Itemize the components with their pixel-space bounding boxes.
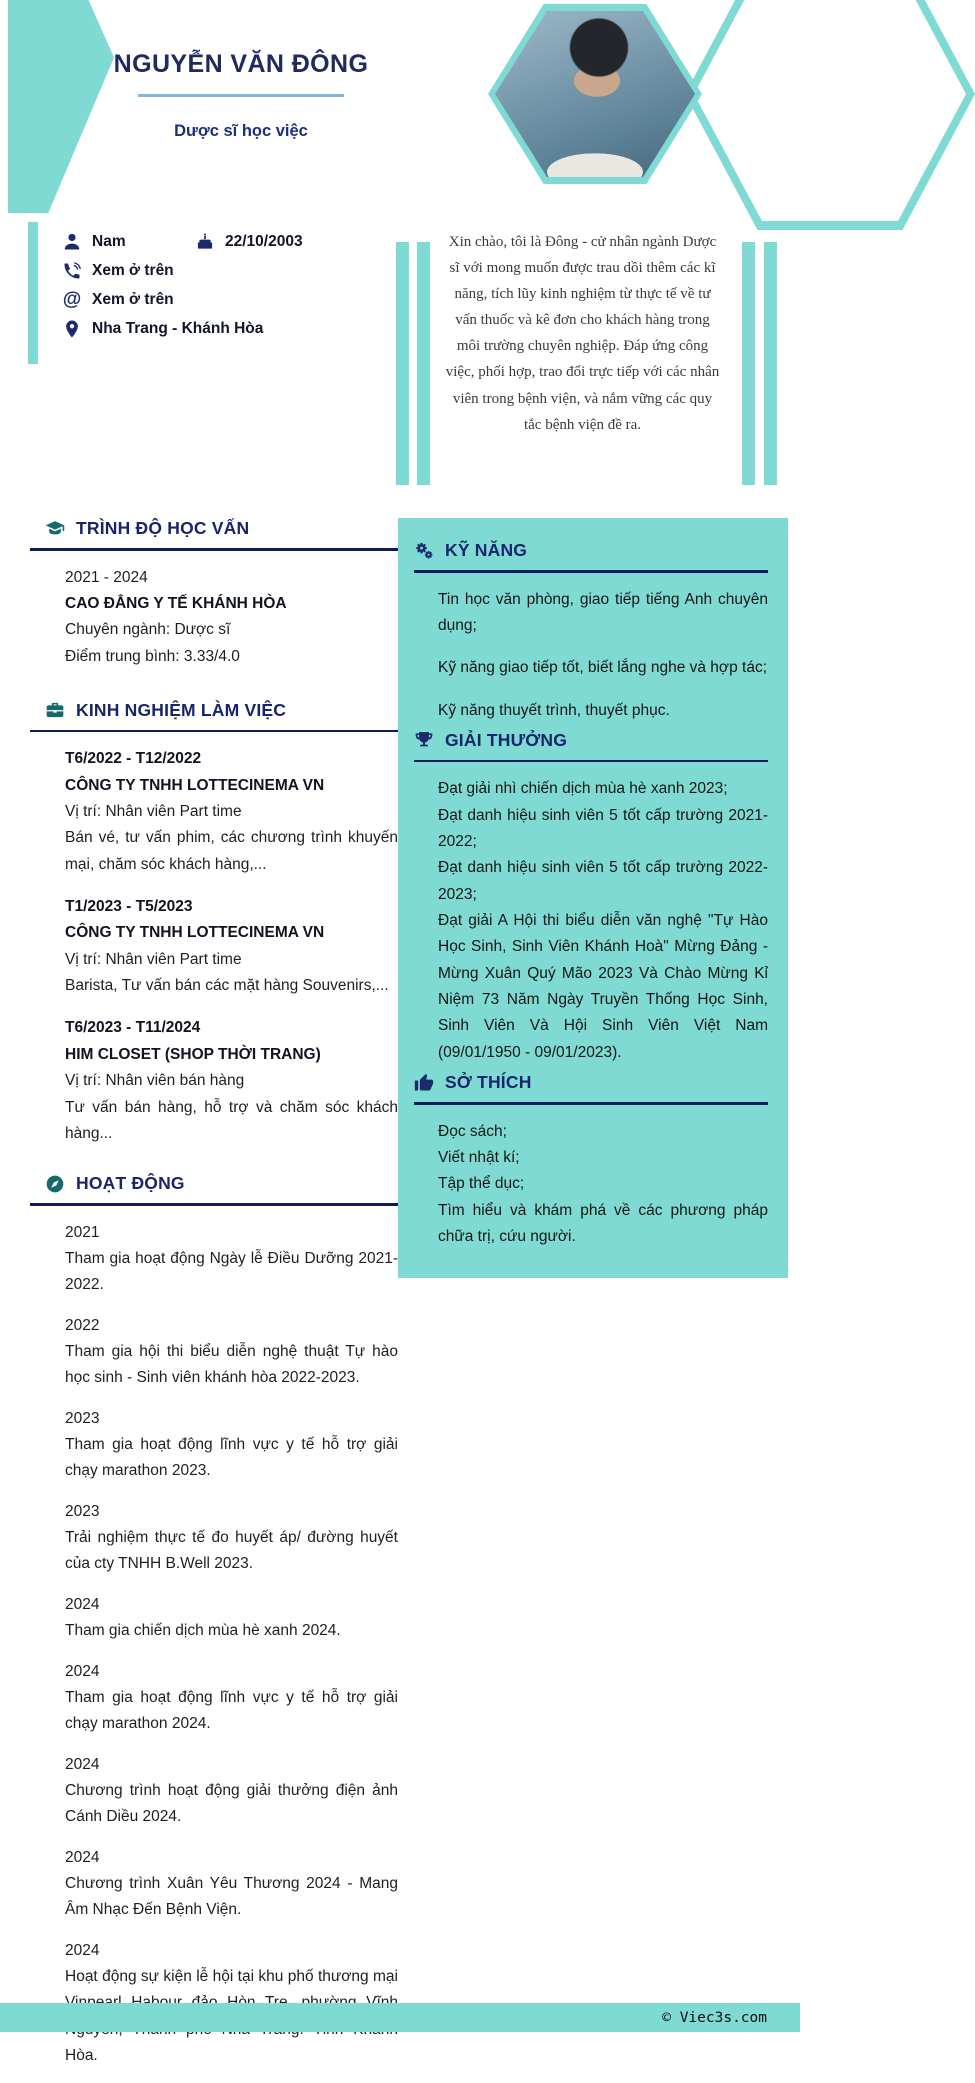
- quote-bar: [764, 242, 777, 485]
- education-school: CAO ĐẲNG Y TẾ KHÁNH HÒA: [65, 594, 287, 612]
- candidate-name: NGUYỄN VĂN ĐÔNG: [113, 50, 369, 78]
- address-item: [62, 319, 263, 339]
- experience-section-header: [45, 700, 398, 721]
- footer-credit: © Viec3s.com: [662, 2009, 767, 2026]
- education-major: Chuyên ngành: Dược sĩ: [65, 621, 231, 639]
- section-rule: [414, 1102, 768, 1105]
- hobbies-section-header: [414, 1072, 768, 1093]
- education-section-header: [45, 518, 398, 539]
- hobby-item: Đọc sách;: [438, 1122, 507, 1140]
- email-item: [62, 290, 174, 310]
- job-position: Vị trí: Nhân viên Part time: [65, 803, 242, 821]
- person-icon: [62, 232, 82, 252]
- activity-year: 2022: [65, 1316, 100, 1334]
- activity-description: Hoạt động sự kiện lễ hội tại khu phố thương mại Hòa.: [65, 1967, 398, 2064]
- education-entry: [65, 565, 398, 670]
- skill-item: Kỹ năng thuyết trình, thuyết phục.: [438, 701, 670, 719]
- activity-year: 2024: [65, 1595, 100, 1613]
- activity-description: Chương trình hoạt động giải thưởng điện ảnh Cánh Diều 2024.: [65, 1781, 398, 1826]
- activity-description: Chương trình Xuân Yêu Thương 2024 - Mang Âm Nhạc Đến Bệnh Viện.: [65, 1874, 398, 1919]
- briefcase-icon: [45, 700, 65, 720]
- section-rule: [414, 760, 768, 763]
- section-rule: [30, 730, 398, 733]
- compass-icon: [45, 1174, 65, 1194]
- activities-heading: HOẠT ĐỘNG: [76, 1173, 185, 1194]
- hexagon-outline-decoration: [685, 0, 975, 230]
- activities-section-header: [45, 1173, 398, 1194]
- activity-description: Trải nghiệm thực tế đo huyết áp/ đường huyết của cty TNHH B.Well 2023.: [65, 1529, 398, 1573]
- job-description: Tư vấn bán hàng, hỗ trợ và chăm sóc khách hàng...: [65, 1098, 398, 1142]
- hobby-item: Tìm hiểu và khám phá về các phương pháp chữa trị, cứu người.: [438, 1201, 768, 1246]
- award-item: Đạt giải A Hội thi biểu diễn văn nghệ "Tự Hào Học Sinh, Sinh Viên Khánh Hoà" Mừng Đảng - Mừng Xuân Quý Mão 2023 Và Chào Mừng Kỉ Niệm 73 Năm Ngày Truyền Thống Học Sinh, Sinh Viên Và Hội Sinh Viên Việt Nam (09/01/1950 - 09/01/2023).: [438, 912, 768, 1061]
- activity-item: [65, 1659, 398, 1738]
- address-value: Nha Trang - Khánh Hòa: [92, 319, 264, 337]
- intro-text: Xin chào, tôi là Đông - cử nhân ngành Dược sĩ với mong muốn được trau dồi thêm các kĩ năng, tích lũy kinh nghiệm từ thực tế về tư vấn thuốc và kê đơn cho khách hàng trong môi trường chuyên nghiệp. Đáp ứng công việc, phối hợp, trao đổi trực tiếp với các nhân viên trong bệnh viện, và nắm vững các quy tắc bệnh viện đề ra.: [445, 234, 720, 433]
- trophy-icon: [414, 730, 434, 750]
- phone-icon: [62, 261, 82, 281]
- activity-description: Tham gia hoạt động lĩnh vực y tế hỗ trợ giải chạy marathon 2023.: [65, 1436, 398, 1480]
- hobby-item: Viết nhật kí;: [438, 1149, 520, 1166]
- job-period: T1/2023 - T5/2023: [65, 898, 193, 916]
- job-entry: [65, 746, 398, 878]
- job-description: Bán vé, tư vấn phim, các chương trình khuyến mại, chăm sóc khách hàng,...: [65, 829, 398, 873]
- award-item: Đạt giải nhì chiến dịch mùa hè xanh 2023;: [438, 780, 728, 798]
- skill-item: Kỹ năng giao tiếp tốt, biết lắng nghe và hợp tác;: [438, 659, 768, 677]
- job-description: Barista, Tư vấn bán các mặt hàng Souvenirs,...: [65, 977, 389, 995]
- awards-heading: GIẢI THƯỞNG: [445, 729, 568, 750]
- activity-year: 2024: [65, 1755, 100, 1773]
- graduation-cap-icon: [45, 519, 65, 539]
- activity-year: 2021: [65, 1223, 100, 1241]
- education-heading: TRÌNH ĐỘ HỌC VẤN: [76, 518, 250, 538]
- activity-item: [65, 1499, 398, 1578]
- activity-year: 2024: [65, 1941, 100, 1959]
- skills-section-header: [414, 540, 768, 561]
- job-period: T6/2023 - T11/2024: [65, 1019, 201, 1037]
- section-rule: [30, 1203, 398, 1206]
- job-company: CÔNG TY TNHH LOTTECINEMA VN: [65, 924, 325, 942]
- quote-bar: [417, 242, 430, 485]
- quote-bar: [742, 242, 755, 485]
- activity-item: [65, 1592, 398, 1645]
- birthday-item: [195, 232, 303, 252]
- activity-year: 2024: [65, 1848, 100, 1866]
- education-period: 2021 - 2024: [65, 568, 148, 586]
- job-entry: [65, 1015, 398, 1147]
- activity-item: [65, 1313, 398, 1392]
- birthday-cake-icon: [195, 232, 215, 252]
- personal-info: [62, 231, 392, 347]
- activity-year: 2024: [65, 1662, 100, 1680]
- job-title: Dược sĩ học việc: [174, 122, 308, 140]
- footer: [0, 2003, 800, 2032]
- at-icon: @: [62, 288, 82, 310]
- activity-item: [65, 1220, 398, 1299]
- intro-quote: [395, 225, 780, 487]
- skills-heading: KỸ NĂNG: [445, 540, 528, 560]
- activity-description: Tham gia hoạt động lĩnh vực y tế hỗ trợ giải chạy marathon 2024.: [65, 1688, 398, 1733]
- activity-description: Tham gia hoạt động Ngày lễ Điều Dưỡng 2021-2022.: [65, 1250, 398, 1294]
- left-column: [30, 518, 398, 2083]
- section-rule: [414, 570, 768, 573]
- section-rule: [30, 548, 398, 551]
- thumbs-up-icon: [414, 1073, 434, 1093]
- personal-info-accent-bar: [28, 222, 38, 364]
- award-item: Đạt danh hiệu sinh viên 5 tốt cấp trường 2021-2022;: [438, 806, 768, 851]
- job-company: HIM CLOSET (SHOP THỜI TRANG): [65, 1045, 321, 1063]
- hobby-item: Tập thể dục;: [438, 1175, 525, 1193]
- name-underline: [138, 94, 344, 97]
- gender-item: [62, 232, 195, 252]
- award-item: Đạt danh hiệu sinh viên 5 tốt cấp trường 2022-2023;: [438, 859, 768, 903]
- header: [0, 0, 800, 500]
- job-period: T6/2022 - T12/2022: [65, 750, 202, 768]
- activity-description: Tham gia chiến dịch mùa hè xanh 2024.: [65, 1622, 341, 1640]
- right-panel: [398, 518, 788, 1278]
- location-pin-icon: [62, 319, 82, 339]
- activity-item: [65, 1406, 398, 1485]
- birthday-value: 22/10/2003: [225, 232, 303, 250]
- phone-item: [62, 261, 174, 281]
- profile-photo-frame: [488, 4, 702, 184]
- activity-year: 2023: [65, 1502, 100, 1520]
- activity-year: 2023: [65, 1409, 100, 1427]
- hexagon-outline-inner: [694, 0, 966, 221]
- gender-value: Nam: [92, 232, 126, 250]
- activity-description: Tham gia hội thi biểu diễn nghệ thuật Tự hào học sinh - Sinh viên khánh hòa 2022-2023.: [65, 1343, 398, 1387]
- phone-value: Xem ở trên: [92, 261, 174, 279]
- job-position: Vị trí: Nhân viên bán hàng: [65, 1072, 245, 1090]
- activity-item: [65, 1752, 398, 1831]
- job-entry: [65, 894, 398, 999]
- quote-bar: [396, 242, 409, 485]
- activity-item: [65, 1845, 398, 1924]
- gears-icon: [414, 541, 434, 561]
- email-value: Xem ở trên: [92, 290, 174, 308]
- skill-item: Tin học văn phòng, giao tiếp tiếng Anh chuyên dụng;: [438, 590, 768, 634]
- education-gpa: Điểm trung bình: 3.33/4.0: [65, 647, 240, 665]
- profile-photo: [495, 11, 695, 177]
- job-company: CÔNG TY TNHH LOTTECINEMA VN: [65, 776, 325, 794]
- job-position: Vị trí: Nhân viên Part time: [65, 950, 242, 968]
- hobbies-heading: SỞ THÍCH: [445, 1072, 532, 1093]
- awards-section-header: [414, 730, 768, 751]
- experience-heading: KINH NGHIỆM LÀM VIỆC: [76, 699, 287, 720]
